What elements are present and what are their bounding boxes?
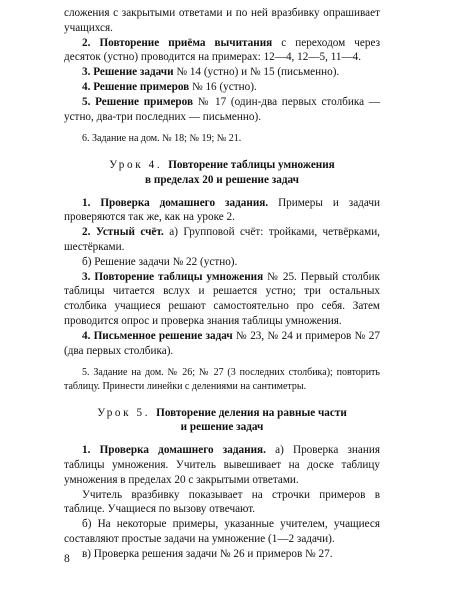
lesson-label: Урок 5.	[97, 406, 151, 419]
lesson3-homework: 6. Задание на дом. № 18; № 19; № 21.	[82, 133, 242, 145]
lesson4-heading	[64, 158, 380, 188]
lesson-label: Урок 4.	[109, 158, 163, 171]
item-heading: 1. Проверка домашнего задания.	[82, 444, 266, 457]
lesson5-item-1b: Учитель вразбивку показывает на строчки примеров в таблице. Учащиеся по вызову отвечают.	[64, 488, 380, 516]
item-heading: 1. Проверка домашнего задания.	[82, 196, 269, 209]
item-heading: 5. Решение примеров	[82, 95, 194, 108]
item-heading: 2. Повторение приёма вычитания	[82, 36, 273, 49]
item-text: с переходом через десяток (устно) проводится на примерах: 12—4, 12—5, 11—4.	[64, 36, 380, 64]
item-text: № 17 (один-два первых столбика — устно, два-три последних — письменно).	[64, 95, 380, 123]
lesson4-item-2	[64, 225, 380, 255]
lesson-title-line2: и решение задач	[180, 421, 264, 434]
item-text: № 14 (устно) и № 15 (письменно).	[173, 66, 340, 79]
item-text: № 25. Первый столбик таблицы читается вслух и решается устно; три остальных столбика учащиеся решают самостоятельно про себя. Затем проводится опрос и проверка знания таблицы умножения.	[64, 270, 380, 327]
item-heading: 2. Устный счёт.	[82, 226, 164, 239]
item-heading: 4. Решение примеров	[82, 80, 190, 93]
item-heading: 4. Письменное решение задач	[82, 329, 233, 342]
lesson4-homework: 5. Задание на дом. № 26; № 27 (3 последних столбика); повторить таблицу. Принести линейки с делениями на сантиметры.	[64, 367, 380, 392]
lesson3-item-4	[64, 80, 380, 95]
item-text: а) Проверка знания таблицы умножения. Учитель вывешивает на доске таблицу умножения в пределах 20 с закрытыми ответами.	[64, 444, 380, 486]
item-text: № 16 (устно).	[189, 80, 257, 93]
lesson4-item-2b: б) Решение задачи № 22 (устно).	[82, 255, 238, 268]
item-heading: 3. Повторение таблицы умножения	[82, 270, 264, 283]
lesson-title: Повторение деления на равные части	[156, 406, 347, 419]
lesson-title: Повторение таблицы умножения	[168, 158, 335, 171]
lesson5-item-1c: б) На некоторые примеры, указанные учителем, учащиеся составляют простые задачи на умножение (1—2 задачи).	[64, 518, 380, 545]
lesson3-item-5	[64, 95, 380, 125]
lesson4-item-4	[64, 329, 380, 359]
lesson5-item-1	[64, 443, 380, 487]
lesson5-item-1d: в) Проверка решения задачи № 26 и примеров № 27.	[82, 547, 333, 560]
lesson3-item-2	[64, 36, 380, 66]
item-text: № 23, № 24 и примеров № 27 (два первых столбика).	[64, 329, 380, 357]
lesson-title-line2: в пределах 20 и решение задач	[145, 173, 299, 186]
page-content	[64, 6, 380, 561]
lesson4-item-1	[64, 196, 380, 226]
lesson3-continuation: сложения с закрытыми ответами и по ней вразбивку опрашивает учащихся.	[64, 7, 380, 34]
lesson3-item-3	[64, 65, 380, 80]
item-text: а) Групповой счёт: тройками, четвёрками, шестёрками.	[64, 226, 380, 253]
lesson4-item-3	[64, 270, 380, 329]
item-heading: 3. Решение задачи	[82, 66, 174, 79]
lesson5-heading	[64, 406, 380, 436]
item-text: Примеры и задачи проверяются так же, как на уроке 2.	[64, 196, 380, 224]
page-number: 8	[64, 553, 70, 565]
